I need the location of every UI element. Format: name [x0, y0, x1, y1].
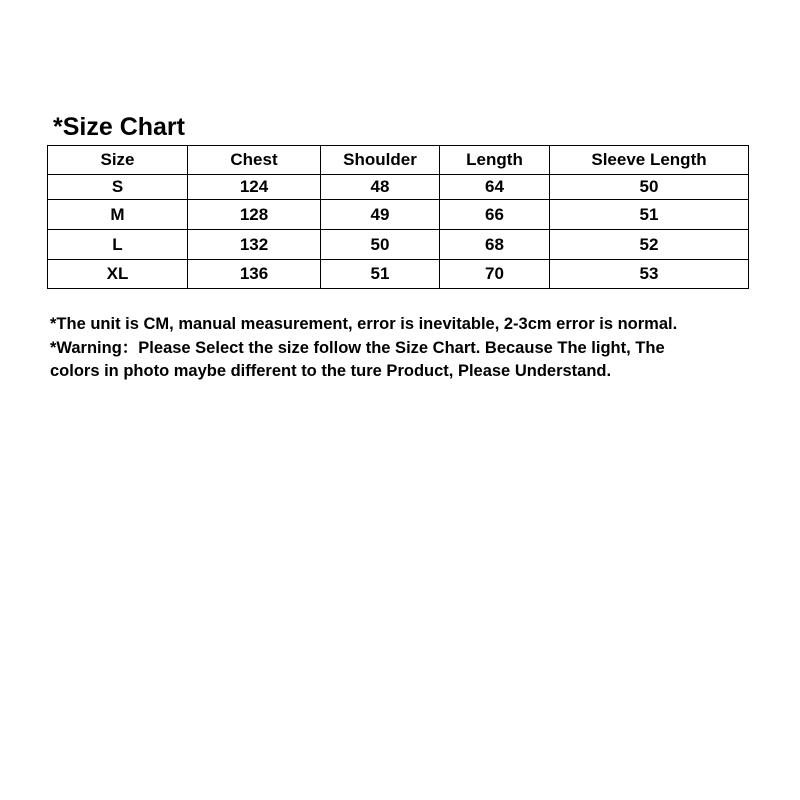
column-header-length: Length — [440, 146, 550, 175]
chest-cell: 128 — [188, 200, 321, 230]
sleeve-length-cell: 50 — [550, 175, 749, 200]
page-title: *Size Chart — [53, 113, 185, 141]
size-cell: XL — [48, 260, 188, 289]
column-header-size: Size — [48, 146, 188, 175]
chest-cell: 132 — [188, 230, 321, 260]
table-row — [48, 200, 749, 230]
unit-note: *The unit is CM, manual measurement, error is inevitable, 2-3cm error is normal. — [50, 315, 678, 333]
table-row — [48, 175, 749, 200]
sleeve-length-cell: 51 — [550, 200, 749, 230]
column-header-sleeve-length: Sleeve Length — [550, 146, 749, 175]
warning-note: *Warning：Please Select the size follow the Size Chart. Because The light, The — [50, 338, 665, 357]
column-header-shoulder: Shoulder — [321, 146, 440, 175]
sleeve-length-cell: 52 — [550, 230, 749, 260]
shoulder-cell: 48 — [321, 175, 440, 200]
table-header-row — [48, 146, 749, 175]
size-cell: S — [48, 175, 188, 200]
sleeve-length-cell: 53 — [550, 260, 749, 289]
shoulder-cell: 49 — [321, 200, 440, 230]
shoulder-cell: 50 — [321, 230, 440, 260]
chest-cell: 124 — [188, 175, 321, 200]
size-cell: M — [48, 200, 188, 230]
warning-note-continued: colors in photo maybe different to the ture Product, Please Understand. — [50, 362, 612, 380]
length-cell: 64 — [440, 175, 550, 200]
size-cell: L — [48, 230, 188, 260]
table-row — [48, 260, 749, 289]
length-cell: 70 — [440, 260, 550, 289]
chest-cell: 136 — [188, 260, 321, 289]
length-cell: 66 — [440, 200, 550, 230]
shoulder-cell: 51 — [321, 260, 440, 289]
table-row — [48, 230, 749, 260]
length-cell: 68 — [440, 230, 550, 260]
size-chart-table — [47, 145, 749, 289]
measurement-notes — [50, 313, 790, 384]
column-header-chest: Chest — [188, 146, 321, 175]
